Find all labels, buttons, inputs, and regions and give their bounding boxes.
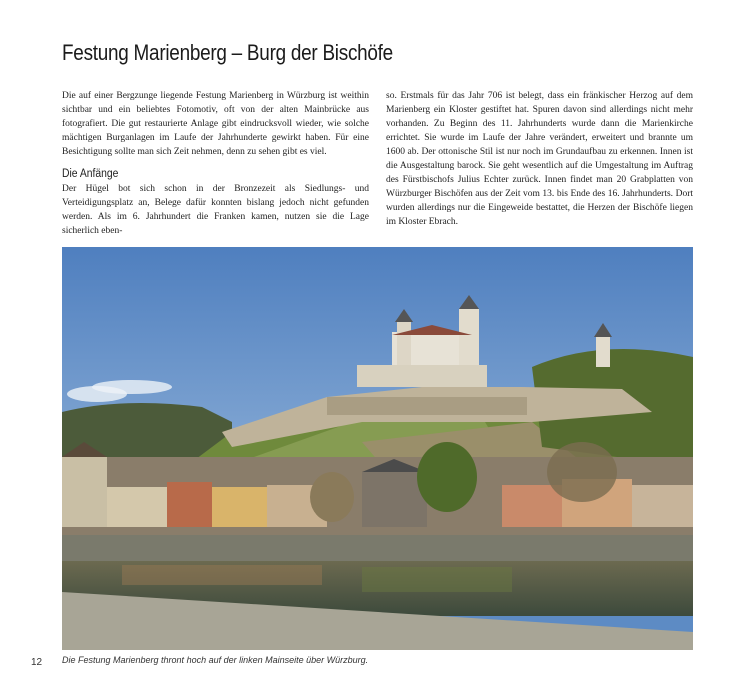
- tree: [417, 442, 477, 512]
- quay-wall: [62, 535, 693, 561]
- tree: [310, 472, 354, 522]
- river-reflection: [362, 567, 512, 592]
- house: [107, 487, 167, 527]
- fortress-keep: [459, 309, 479, 369]
- cloud: [92, 380, 172, 394]
- house: [502, 485, 562, 527]
- body-paragraph-right: so. Erstmals für das Jahr 706 ist belegt, dass ein fränkischer Herzog auf dem Marienberg ein Kloster gestiftet hat. Spuren davon sind allerdings nicht mehr vorhanden. Zu Beginn des 11. Jahrhunderts wurde dann die Marienkirche errichtet. Sie wurde im Laufe der Jahre verändert, erweitert und brannte um 1600 ab. Der ottonische Stil ist nur noch im Grundaufbau zu erkennen. Innen ist die Ausgestaltung barock. Sie geht wesentlich auf die Umgestaltung im Auftrag des Fürstbischofs Julius Echter zurück. Innen findet man 20 Grabplatten von Würzburger Bischöfen aus der Zeit vom 13. bis Ende des 16. Jahrhunderts. Dort wurden allerdings nur die Eingeweide bestattet, die Herzen der Bischöfe liegen im Kloster Ebrach.: [386, 91, 693, 227]
- intro-paragraph: Die auf einer Bergzunge liegende Festung Marienberg in Würzburg ist weithin sichtbar und ein beliebtes Fotomotiv, oft von der alten Mainbrücke aus fotografiert. Die gut restaurierte Anlage gibt eindrucksvoll wieder, wie solche mächtigen Burganlagen im Laufe der Jahrhunderte gewirkt haben. Für eine Besichtigung sollte man sich Zeit nehmen, denn zu sehen gibt es viel.: [62, 91, 369, 157]
- house: [632, 485, 693, 527]
- fortress-lower-wing: [357, 365, 487, 387]
- left-column: [62, 89, 369, 238]
- right-column: [386, 89, 693, 229]
- chapel-tower: [596, 337, 610, 367]
- body-paragraph-left: Der Hügel bot sich schon in der Bronzezeit als Siedlungs- und Verteidigungsplatz an, Belege dafür konnten bislang jedoch nicht gefunden werden. Als im 6. Jahrhundert die Franken kamen, nutzen sie die Lage sicherlich eben-: [62, 184, 369, 236]
- fortress-photo: [62, 247, 693, 650]
- house: [167, 482, 212, 527]
- section-heading: Die Anfänge: [62, 168, 119, 180]
- page-title: Festung Marienberg – Burg der Bischöfe: [62, 40, 393, 65]
- fortress-tower-left: [397, 322, 411, 367]
- photo-caption: Die Festung Marienberg thront hoch auf der linken Mainseite über Würzburg.: [62, 655, 369, 665]
- photo-illustration: [62, 247, 693, 650]
- tree: [547, 442, 617, 502]
- river-reflection: [122, 565, 322, 585]
- house: [62, 457, 107, 527]
- house: [212, 487, 267, 527]
- bastion-front: [327, 397, 527, 415]
- page-number: 12: [31, 657, 43, 668]
